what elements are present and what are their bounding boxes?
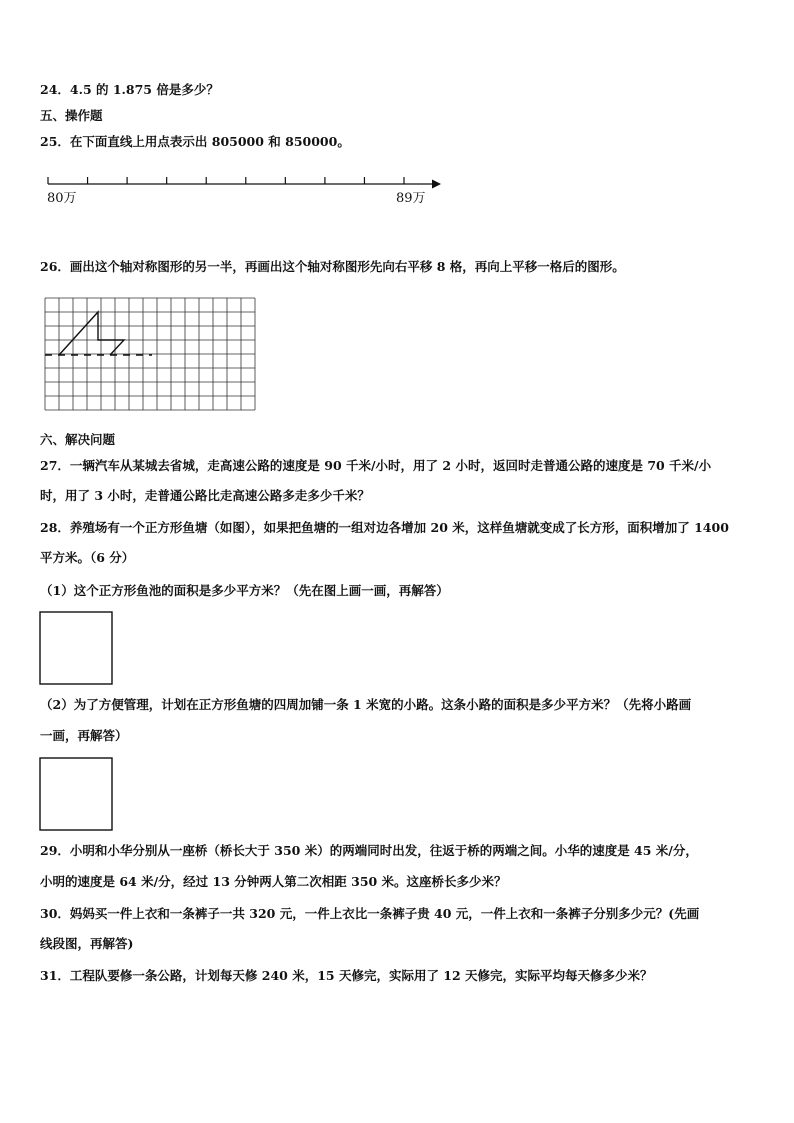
q28-sub2-line1: （2）为了方便管理，计划在正方形鱼塘的四周加铺一条 1 米宽的小路。这条小路的面积是多少平方米？（先将小路画 <box>40 697 692 712</box>
q24-text: 24．4.5 的 1.875 倍是多少？ <box>40 82 219 97</box>
q26-text: 26．画出这个轴对称图形的另一半，再画出这个轴对称图形先向右平移 8 格，再向上平移一格后的图形。 <box>40 259 625 274</box>
q29-line2: 小明的速度是 64 米/分，经过 13 分钟两人第二次相距 350 米。这座桥长多少米？ <box>40 874 507 889</box>
section5-heading: 五、操作题 <box>40 108 103 123</box>
q30-line2: 线段图，再解答) <box>40 936 134 951</box>
number-line-start-label: 80万 <box>47 191 77 206</box>
q28-line1: 28．养殖场有一个正方形鱼塘（如图），如果把鱼塘的一组对边各增加 20 米，这样鱼塘就变成了长方形，面积增加了 1400 <box>40 520 729 535</box>
q31-text: 31．工程队要修一条公路，计划每天修 240 米，15 天修完，实际用了 12 天修完，实际平均每天修多少米？ <box>40 968 653 983</box>
q28-sub2-line2: 一画，再解答） <box>40 728 128 743</box>
section6-heading: 六、解决问题 <box>40 432 116 447</box>
q25-text: 25．在下面直线上用点表示出 805000 和 850000。 <box>40 134 350 149</box>
number-line-end-label: 89万 <box>396 191 426 206</box>
q28-sub1: （1）这个正方形鱼池的面积是多少平方米？（先在图上画一画，再解答） <box>40 583 449 598</box>
q27-line1: 27．一辆汽车从某城去省城，走高速公路的速度是 90 千米/小时，用了 2 小时，返回时走普通公路的速度是 70 千米/小 <box>40 458 712 473</box>
q30-line1: 30．妈妈买一件上衣和一条裤子一共 320 元，一件上衣比一条裤子贵 40 元，一件上衣和一条裤子分别多少元？(先画 <box>40 906 700 921</box>
q29-line1: 29．小明和小华分别从一座桥（桥长大于 350 米）的两端同时出发，往返于桥的两端之间。小华的速度是 45 米/分， <box>40 843 698 858</box>
q28-line2: 平方米。（6 分） <box>40 550 135 565</box>
q27-line2: 时，用了 3 小时，走普通公路比走高速公路多走多少千米？ <box>40 488 370 503</box>
